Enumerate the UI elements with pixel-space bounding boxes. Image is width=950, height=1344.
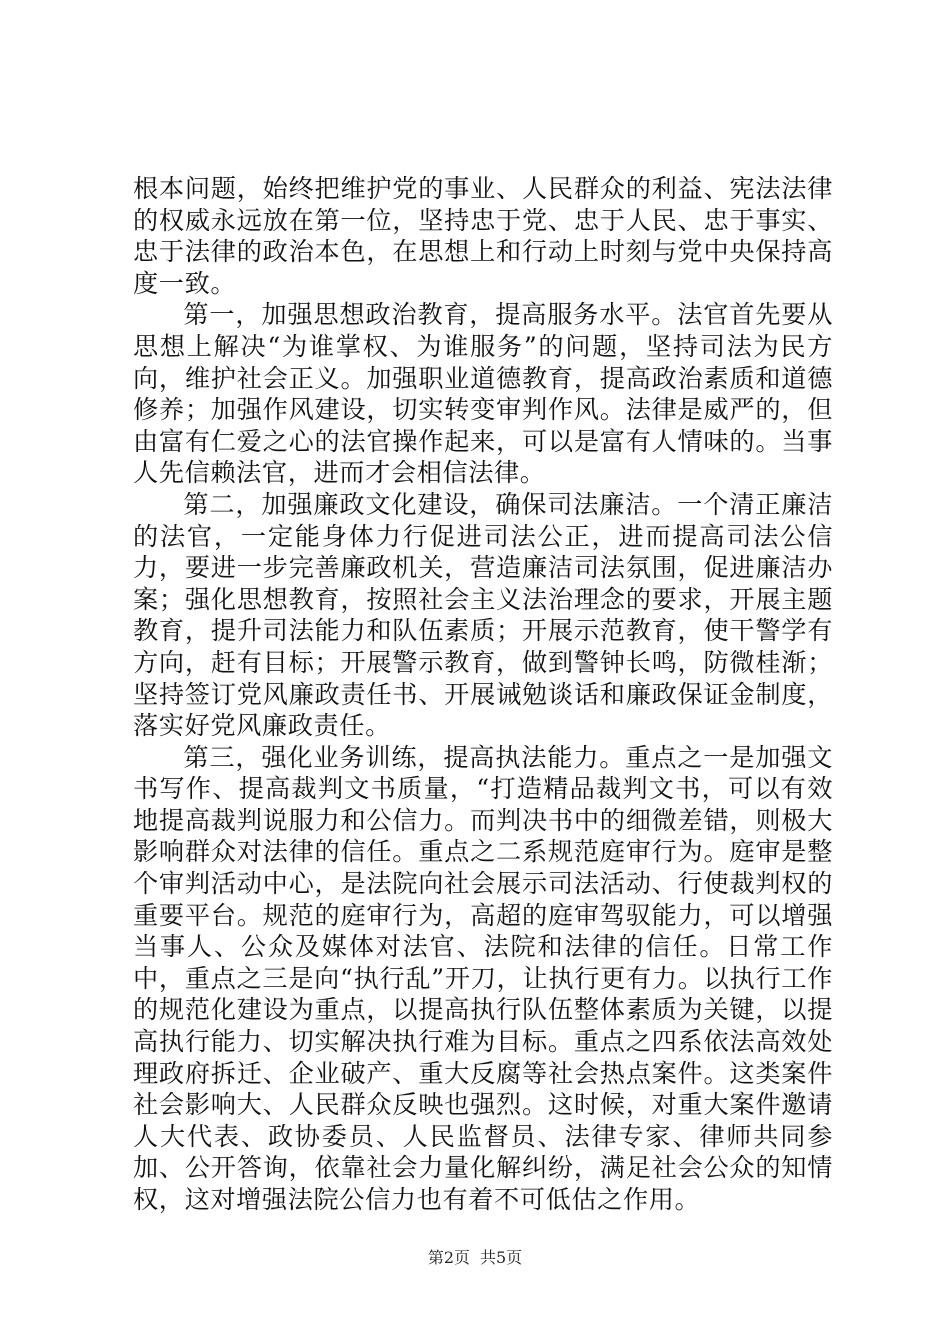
document-body <box>133 173 833 1216</box>
paragraph-third-point: 第三，强化业务训练，提高执法能力。重点之一是加强文书写作、提高裁判文书质量，“打造精品裁判文书，可以有效地提高裁判说服力和公信力。而判决书中的细微差错，则极大影响群众对法律的信任。重点之二系规范庭审行为。庭审是整个审判活动中心，是法院向社会展示司法活动、行使裁判权的重要平台。规范的庭审行为，高超的庭审驾驭能力，可以增强当事人、公众及媒体对法官、法院和法律的信任。日常工作中，重点之三是向“执行乱”开刀，让执行更有力。以执行工作的规范化建设为重点，以提高执行队伍整体素质为关键，以提高执行能力、切实解决执行难为目标。重点之四系依法高效处理政府拆迁、企业破产、重大反腐等社会热点案件。这类案件社会影响大、人民群众反映也强烈。这时候，对重大案件邀请人大代表、政协委员、人民监督员、法律专家、律师共同参加、公开答询，依靠社会力量化解纠纷，满足社会公众的知情权，这对增强法院公信力也有着不可低估之作用。 <box>133 742 833 1214</box>
paragraph-second-point: 第二，加强廉政文化建设，确保司法廉洁。一个清正廉洁的法官，一定能身体力行促进司法公正，进而提高司法公信力，要进一步完善廉政机关，营造廉洁司法氛围，促进廉洁办案；强化思想教育，按照社会主义法治理念的要求，开展主题教育，提升司法能力和队伍素质；开展示范教育，使干警学有方向，赶有目标；开展警示教育，做到警钟长鸣，防微桂渐；坚持签订党风廉政责任书、开展诫勉谈话和廉政保证金制度，落实好党风廉政责任。 <box>133 489 833 741</box>
page-total: 共5页 <box>480 1248 523 1267</box>
paragraph-continuation: 根本问题，始终把维护党的事业、人民群众的利益、宪法法律的权威永远放在第一位，坚持忠于党、忠于人民、忠于事实、忠于法律的政治本色，在思想上和行动上时刻与党中央保持高度一致。 <box>133 174 833 298</box>
page-footer <box>0 1245 950 1268</box>
paragraph-first-point: 第一，加强思想政治教育，提高服务水平。法官首先要从思想上解决“为谁掌权、为谁服务”的问题，坚持司法为民方向，维护社会正义。加强职业道德教育，提高政治素质和道德修养；加强作风建设，切实转变审判作风。法律是威严的，但由富有仁爱之心的法官操作起来，可以是富有人情味的。当事人先信赖法官，进而才会相信法律。 <box>133 300 833 488</box>
page-number: 第2页 <box>427 1248 470 1267</box>
